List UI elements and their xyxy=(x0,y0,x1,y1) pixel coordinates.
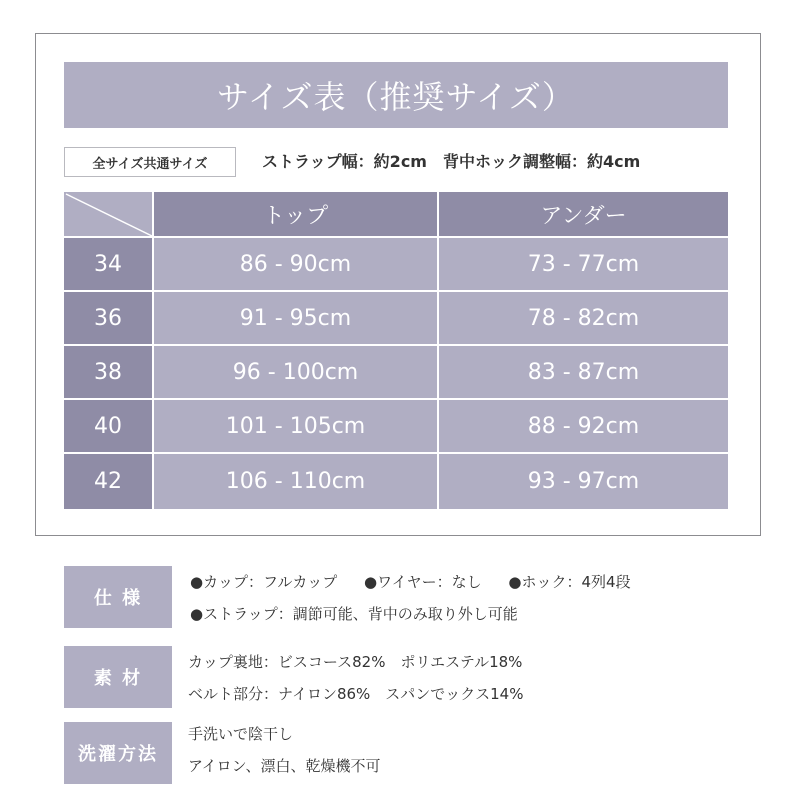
material-line-1 xyxy=(188,650,544,674)
care-line-2 xyxy=(188,754,402,778)
spec-label: 仕 様 xyxy=(64,566,172,628)
cell-top-38: 96 - 100cm xyxy=(154,346,439,400)
care-restrictions: アイロン、漂白、乾燥機不可 xyxy=(188,757,381,775)
column-header-under: アンダー xyxy=(439,192,728,238)
spec-line-1 xyxy=(190,570,653,594)
material-belt: ベルト部分：ナイロン86% スパンでックス14% xyxy=(188,685,524,703)
row-size-38: 38 xyxy=(64,346,154,400)
row-size-36: 36 xyxy=(64,292,154,346)
row-size-40: 40 xyxy=(64,400,154,454)
care-wash: 手洗いで陰干し xyxy=(188,725,294,743)
spec-cup: ●カップ：フルカップ xyxy=(190,573,338,591)
cell-under-40: 88 - 92cm xyxy=(439,400,728,454)
cell-top-34: 86 - 90cm xyxy=(154,238,439,292)
spec-hook: ●ホック：4列4段 xyxy=(508,573,631,591)
page-title: サイズ表（推奨サイズ） xyxy=(64,62,728,128)
cell-under-36: 78 - 82cm xyxy=(439,292,728,346)
care-label: 洗濯方法 xyxy=(64,722,172,784)
row-size-42: 42 xyxy=(64,454,154,509)
material-line-2 xyxy=(188,682,545,706)
cell-top-36: 91 - 95cm xyxy=(154,292,439,346)
table-corner xyxy=(64,192,154,238)
material-cup-lining: カップ裏地：ビスコース82% ポリエステル18% xyxy=(188,653,523,671)
cell-top-42: 106 - 110cm xyxy=(154,454,439,509)
size-table xyxy=(64,192,728,509)
common-size-text: ストラップ幅：約2cm 背中ホック調整幅：約4cm xyxy=(262,152,641,171)
spec-line-2 xyxy=(190,602,540,626)
column-header-top: トップ xyxy=(154,192,439,238)
common-size-label: 全サイズ共通サイズ xyxy=(64,147,236,177)
cell-under-34: 73 - 77cm xyxy=(439,238,728,292)
row-size-34: 34 xyxy=(64,238,154,292)
care-line-1 xyxy=(188,722,315,746)
cell-under-42: 93 - 97cm xyxy=(439,454,728,509)
cell-under-38: 83 - 87cm xyxy=(439,346,728,400)
spec-wire: ●ワイヤー：なし xyxy=(363,573,482,591)
diagonal-line xyxy=(64,192,154,238)
material-label: 素 材 xyxy=(64,646,172,708)
spec-strap: ●ストラップ：調節可能、背中のみ取り外し可能 xyxy=(190,605,518,623)
cell-top-40: 101 - 105cm xyxy=(154,400,439,454)
